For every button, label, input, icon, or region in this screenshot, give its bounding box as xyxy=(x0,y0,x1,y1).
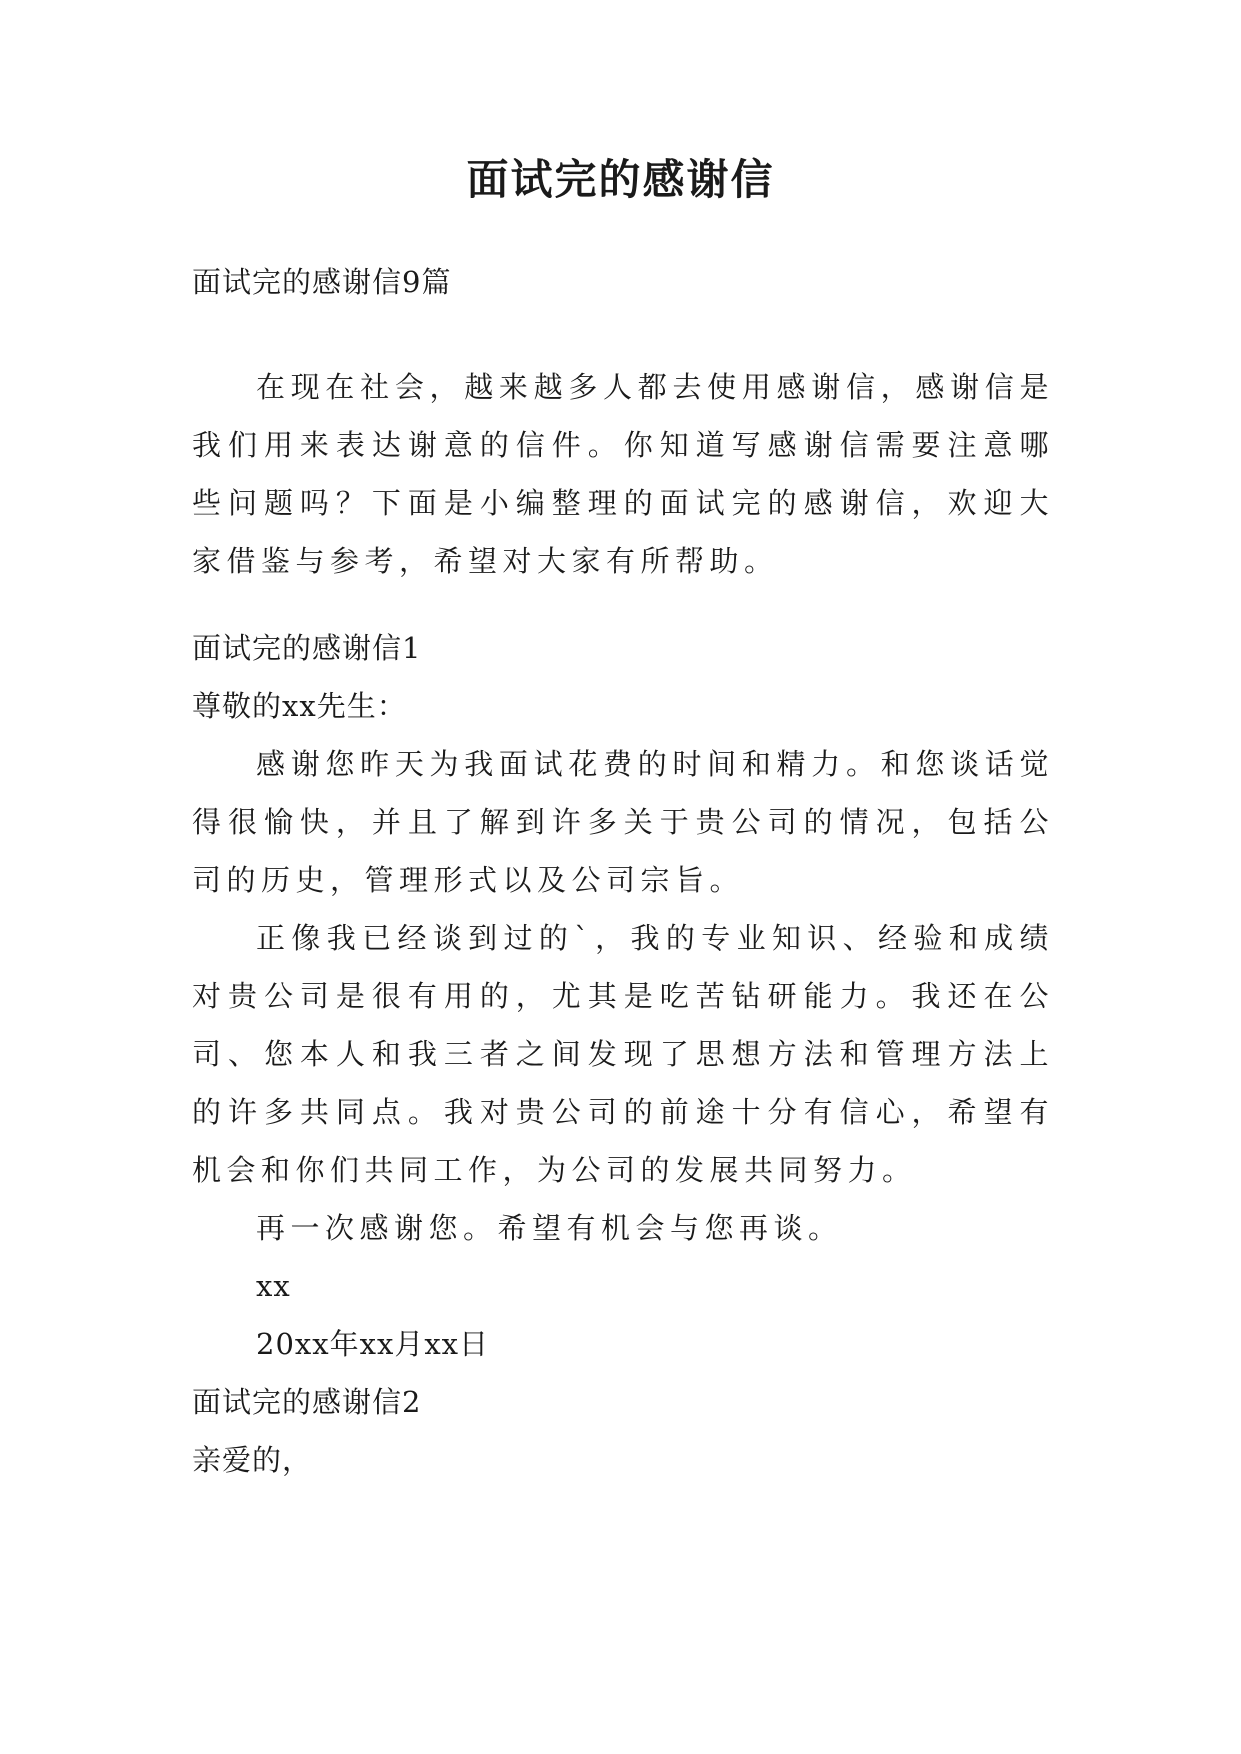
letter-1-paragraph-1: 感谢您昨天为我面试花费的时间和精力。和您谈话觉得很愉快，并且了解到许多关于贵公司的情况，包括公司的历史，管理形式以及公司宗旨。 xyxy=(192,747,1054,897)
letter-1-date: 20xx年xx月xx日 xyxy=(256,1327,490,1361)
document-subtitle xyxy=(192,253,1054,311)
letter-1 xyxy=(192,619,1054,1489)
intro-text: 在现在社会，越来越多人都去使用感谢信，感谢信是我们用来表达谢意的信件。你知道写感谢信需要注意哪些问题吗？下面是小编整理的面试完的感谢信，欢迎大家借鉴与参考，希望对大家有所帮助。 xyxy=(192,370,1054,578)
letter-1-paragraph-2: 正像我已经谈到过的`，我的专业知识、经验和成绩对贵公司是很有用的，尤其是吃苦钻研能力。我还在公司、您本人和我三者之间发现了思想方法和管理方法上的许多共同点。我对贵公司的前途十分有信心，希望有机会和你们共同工作，为公司的发展共同努力。 xyxy=(192,921,1054,1187)
letter-2-salutation: 亲爱的， xyxy=(192,1443,313,1477)
letter-2-heading: 面试完的感谢信2 xyxy=(192,1385,422,1419)
letter-1-heading: 面试完的感谢信1 xyxy=(192,631,422,665)
letter-1-signature: xx xyxy=(256,1269,291,1303)
letter-1-paragraph-3: 再一次感谢您。希望有机会与您再谈。 xyxy=(256,1211,843,1245)
letter-1-salutation: 尊敬的xx先生： xyxy=(192,689,407,723)
intro-paragraph xyxy=(192,358,1054,590)
subtitle-text: 面试完的感谢信9篇 xyxy=(192,265,452,299)
document-title: 面试完的感谢信 xyxy=(466,155,775,204)
